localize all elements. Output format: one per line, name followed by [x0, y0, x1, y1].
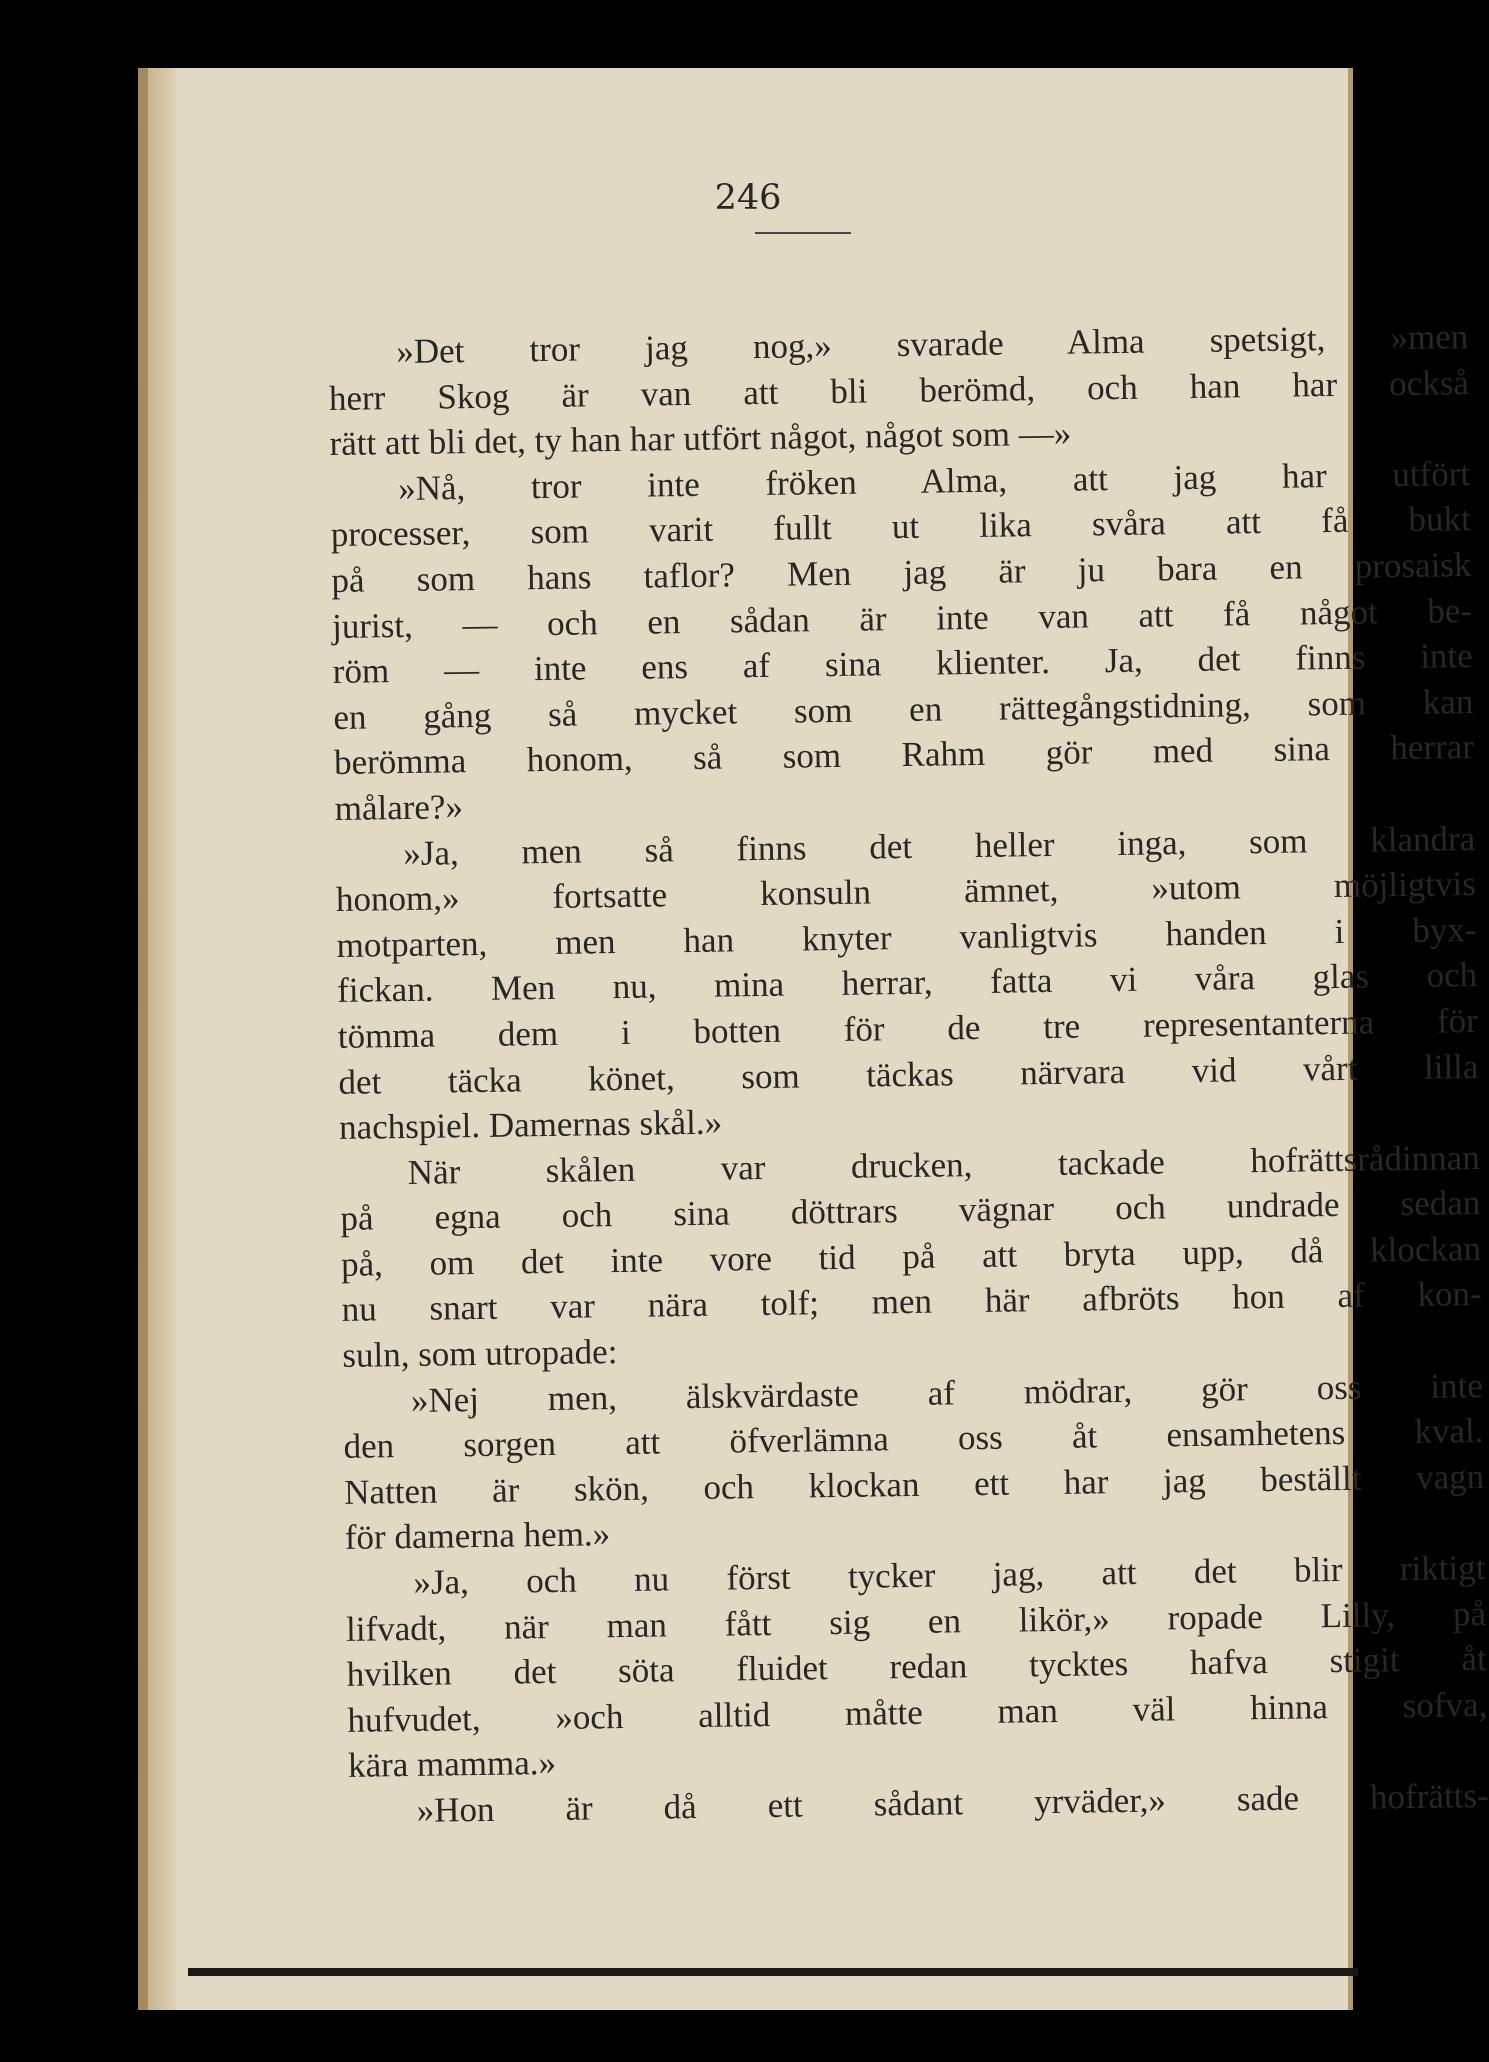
- body-text: [328, 314, 1489, 1834]
- text-line: jurist, — och en sådan är inte van att få något be-: [331, 590, 1473, 646]
- text-line: hufvudet, »och alltid måtte man väl hinna sofva,: [347, 1684, 1488, 1740]
- text-line: När skålen var drucken, tackade hofrättsrådinnan: [407, 1137, 1480, 1192]
- text-line: på som hans taflor? Men jag är ju bara en prosaisk: [331, 545, 1472, 600]
- text-line: processer, som varit fullt ut lika svåra att få bukt: [330, 499, 1472, 555]
- text-line: fickan. Men nu, mina herrar, fatta vi våra glas och: [336, 955, 1478, 1011]
- text-line: på egna och sina döttrars vägnar och undrade sedan: [340, 1183, 1481, 1239]
- page-number-rule: [755, 232, 851, 234]
- text-line: berömma honom, så som Rahm gör med sina herrar: [333, 727, 1475, 783]
- text-line: på, om det inte vore tid på att bryta upp, då klockan: [340, 1228, 1482, 1284]
- text-line: lifvadt, när man fått sig en likör,» ropade Lilly, på: [345, 1593, 1487, 1649]
- text-line: kära mamma.»: [347, 1743, 557, 1786]
- text-line: honom,» fortsatte konsuln ämnet, »utom möjligtvis: [335, 864, 1477, 920]
- text-line: »Nå, tror inte fröken Alma, att jag har utfört: [397, 453, 1471, 508]
- text-line: en gång så mycket som en rättegångstidning, som kan: [333, 681, 1474, 737]
- text-line: herr Skog är van att bli berömd, och han har också: [328, 362, 1470, 418]
- text-line: nu snart var nära tolf; men här afbröts hon af kon-: [341, 1274, 1482, 1330]
- page-bottom-edge: [188, 1968, 1358, 1976]
- book-page: [138, 68, 1489, 2010]
- text-line: Natten är skön, och klockan ett har jag beställt vagn: [343, 1456, 1485, 1512]
- text-line: målare?»: [334, 787, 464, 828]
- text-line: rätt att bli det, ty han har utfört något, något som —»: [329, 413, 1072, 464]
- text-line: »Nej men, älskvärdaste af mödrar, gör oss inte: [410, 1365, 1484, 1420]
- text-line: »Hon är då ett sådant yrväder,» sade hofrätts-: [416, 1775, 1489, 1830]
- text-line: hvilken det söta fluidet redan tycktes hafva stigit åt: [346, 1639, 1487, 1695]
- text-line: den sorgen att öfverlämna oss åt ensamhetens kval.: [343, 1411, 1484, 1467]
- text-line: det täcka könet, som täckas närvara vid vårt lilla: [338, 1046, 1479, 1102]
- text-line: nachspiel. Damernas skål.»: [338, 1102, 723, 1148]
- text-line: »Ja, men så finns det heller inga, som klandra: [403, 818, 1476, 873]
- text-line: för damerna hem.»: [344, 1514, 611, 1558]
- text-line: »Ja, och nu först tycker jag, att det blir riktigt: [413, 1547, 1486, 1602]
- text-line: tömma dem i botten för de tre representanterna för: [337, 1000, 1479, 1056]
- text-line: »Det tror jag nog,» svarade Alma spetsigt, »men: [396, 317, 1469, 372]
- page-number: 246: [714, 178, 782, 218]
- text-line: motparten, men han knyter vanligtvis handen i byx-: [336, 909, 1477, 965]
- text-line: suln, som utropade:: [342, 1332, 618, 1375]
- text-line: röm — inte ens af sina klienter. Ja, det finns inte: [332, 636, 1473, 692]
- page-gutter-edge: [148, 68, 176, 2010]
